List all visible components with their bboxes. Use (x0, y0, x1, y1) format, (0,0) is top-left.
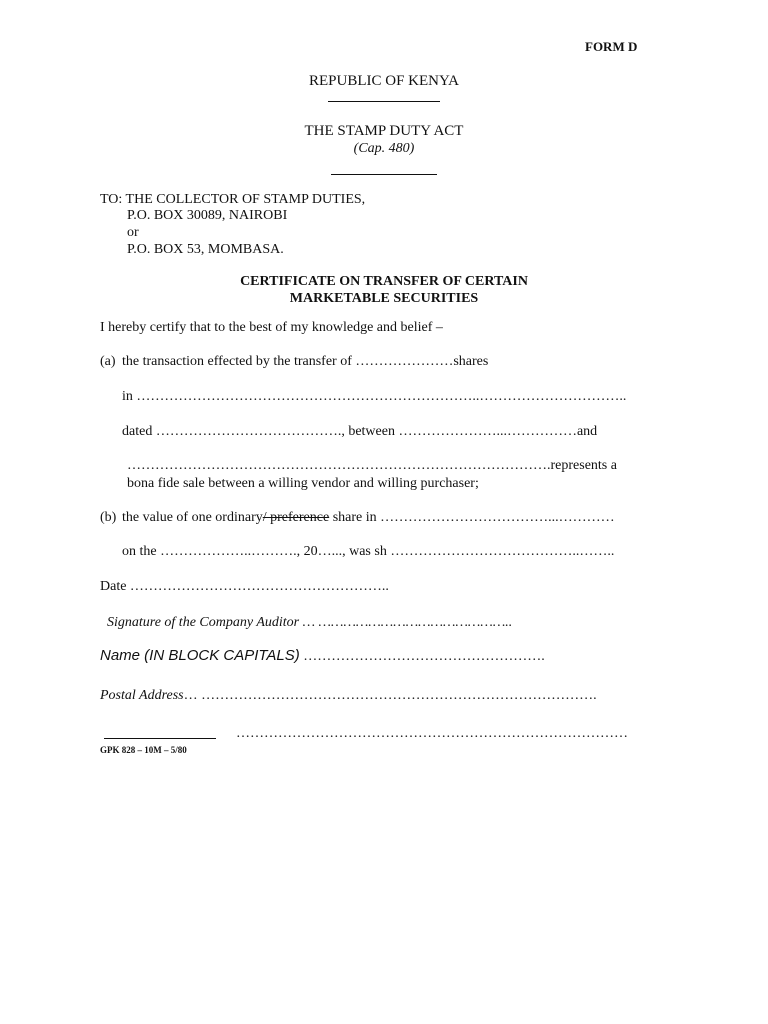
address-nairobi: P.O. BOX 30089, NAIROBI (127, 208, 288, 223)
address-mombasa: P.O. BOX 53, MOMBASA. (127, 242, 284, 257)
cap-number: (Cap. 480) (353, 141, 415, 156)
para-a-bona-fide-line: bona fide sale between a willing vendor and willing purchaser; (127, 476, 479, 491)
name-label: Name (IN BLOCK CAPITALS) (100, 647, 300, 664)
name-dots: ……………………………………………. (299, 649, 545, 664)
act-title: THE STAMP DUTY ACT (304, 123, 464, 139)
postal-address-dots: … …………………………………………………………………………. (183, 688, 597, 703)
postal-address-label: Postal Address (100, 688, 184, 703)
para-b-marker: (b) (100, 510, 117, 525)
divider-1 (328, 101, 440, 102)
intro-statement: I hereby certify that to the best of my knowledge and belief – (100, 320, 443, 335)
address-or: or (127, 225, 139, 240)
para-b-preference-struck: / preference (262, 510, 330, 525)
address-to-line: TO: THE COLLECTOR OF STAMP DUTIES, (100, 192, 366, 207)
signature-field: Signature of the Company Auditor … ……………………………………….. (107, 615, 513, 630)
form-label: FORM D (585, 39, 638, 54)
date-field: Date ……………………………………………….. (100, 579, 389, 594)
para-b-value-line (122, 510, 615, 526)
para-a-shares-line: the transaction effected by the transfer of …………………shares (122, 354, 489, 369)
para-a-dated-line: dated …………………………………., between …………………...……………and (122, 424, 598, 439)
republic-heading: REPUBLIC OF KENYA (308, 73, 459, 89)
postal-address-field (100, 688, 597, 704)
footer-rule (104, 738, 216, 739)
footer-code: GPK 828 – 10M – 5/80 (100, 745, 187, 755)
para-b-ordinary: the value of one ordinary (122, 510, 263, 525)
name-field (100, 648, 545, 665)
certificate-title-line1: CERTIFICATE ON TRANSFER OF CERTAIN (240, 274, 528, 289)
para-a-parties-line: ……………………………………………………………………………….represents a (127, 458, 617, 473)
para-b-date-value-line: on the ………………..………., 20…..., was sh …………………………………..…….. (122, 544, 615, 559)
para-a-company-line: in ………………………………………………………………..………………………….. (122, 389, 627, 404)
divider-2 (331, 174, 437, 175)
para-a-marker: (a) (100, 354, 116, 369)
para-b-share-in: share in ………………………………...………… (329, 510, 615, 525)
certificate-title-line2: MARKETABLE SECURITIES (289, 291, 479, 306)
postal-address-line2: ………………………………………………………………………… (236, 726, 628, 741)
